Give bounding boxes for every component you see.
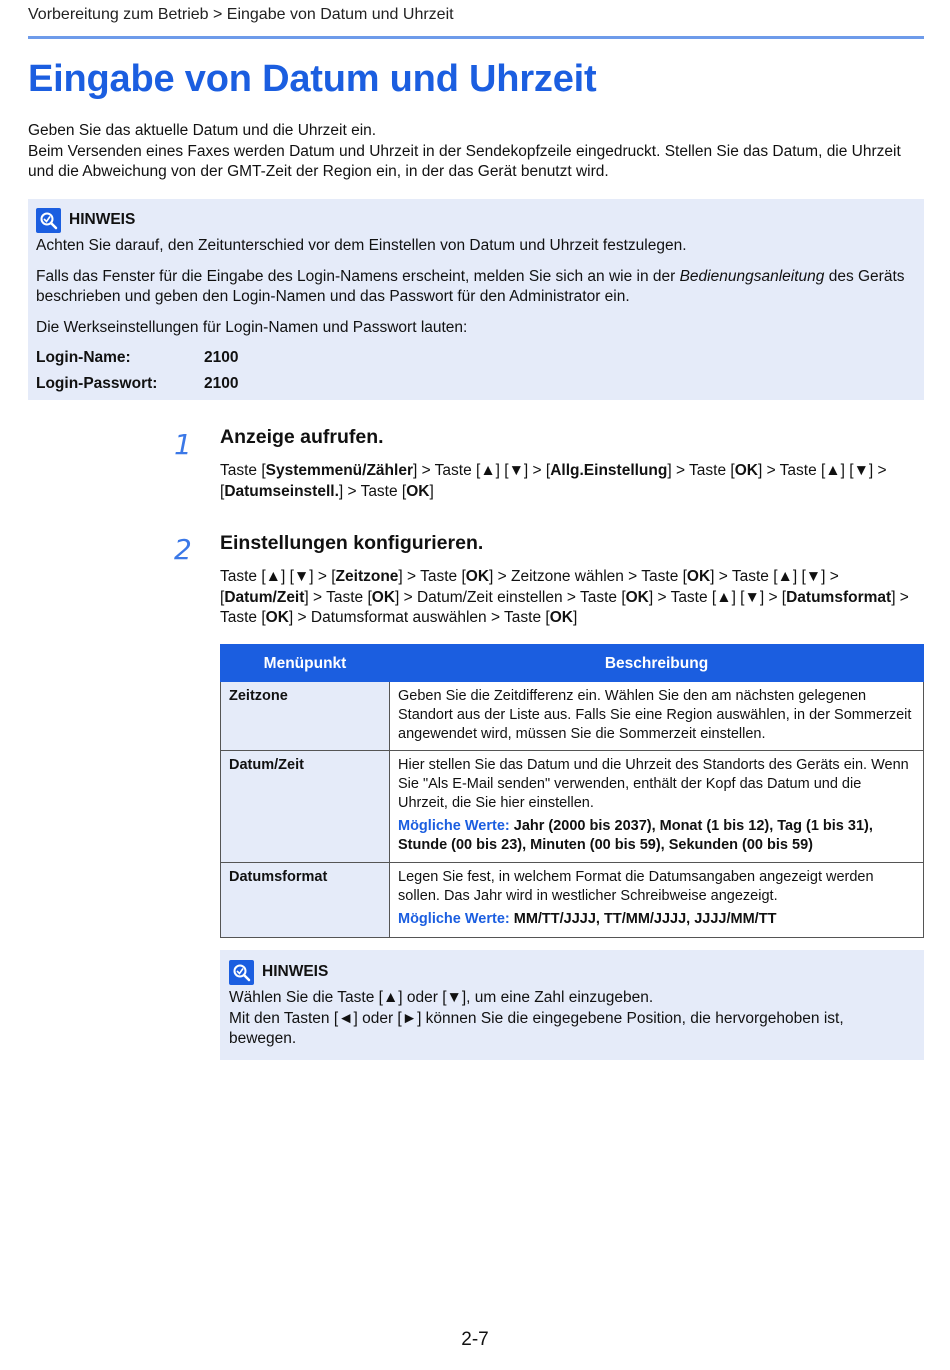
note-paragraph-2: Mit den Tasten [◄] oder [►] können Sie die eingegebene Position, die hervorgehoben ist, bewegen.	[229, 1009, 844, 1047]
page-title: Eingabe von Datum und Uhrzeit	[28, 58, 597, 100]
column-header-menu-item: Menüpunkt	[221, 645, 390, 682]
row-item-datumsformat: Datumsformat	[221, 863, 390, 938]
note-paragraph-1: Wählen Sie die Taste [▲] oder [▼], um eine Zahl einzugeben.	[229, 989, 654, 1006]
description-text: Geben Sie die Zeitdifferenz ein. Wählen Sie den am nächsten gelegenen Standort aus der Liste aus. Falls Sie eine Region auswählen, in der Sommerzeit angewendet wird, müssen Sie die Sommerzeit einstellen.	[398, 688, 912, 742]
possible-values-text: Jahr (2000 bis 2037), Monat (1 bis 12), Tag (1 bis 31), Stunde (00 bis 23), Minuten (00 bis 59), Sekunden (00 bis 59)	[398, 818, 873, 853]
possible-values-text: MM/TT/JJJJ, TT/MM/JJJJ, JJJJ/MM/TT	[513, 911, 777, 927]
note-paragraph-1: Achten Sie darauf, den Zeitunterschied vor dem Einstellen von Datum und Uhrzeit festzulegen.	[36, 237, 687, 254]
intro-line-2: Beim Versenden eines Faxes werden Datum und Uhrzeit in der Sendekopfzeile eingedruckt. Stellen Sie das Datum, die Uhrzeit und die Abweichung von der GMT-Zeit der Region ein, in der das Gerät benutzt wird.	[28, 142, 901, 180]
magnifier-note-icon	[36, 208, 61, 233]
step-title-1: Anzeige aufrufen.	[220, 426, 384, 448]
settings-table	[220, 644, 924, 938]
note-heading-text: HINWEIS	[69, 211, 136, 229]
note-box-login	[28, 199, 924, 400]
login-password-row	[36, 374, 916, 395]
login-name-label: Login-Name:	[36, 349, 131, 366]
description-text: Legen Sie fest, in welchem Format die Datumsangaben angezeigt werden sollen. Das Jahr wird in westlicher Schreibweise angezeigt.	[398, 869, 874, 904]
magnifier-note-icon	[229, 960, 254, 985]
table-row	[221, 751, 924, 863]
description-text: Hier stellen Sie das Datum und die Uhrzeit des Standorts des Geräts ein. Wenn Sie "Als E-Mail senden" verwenden, enthält der Kopf das Datum und die Uhrzeit, die Sie hier einstellen.	[398, 757, 909, 811]
step-number-1: 1	[174, 428, 192, 461]
note-paragraph-2: Falls das Fenster für die Eingabe des Login-Namens erscheint, melden Sie sich an wie in der Bedienungsanleitung des Geräts beschrieben und geben den Login-Namen und das Passwort für den Administrator ein.	[36, 267, 905, 305]
table-row	[221, 682, 924, 751]
note-heading-text: HINWEIS	[262, 963, 329, 981]
note-paragraph-3: Die Werkseinstellungen für Login-Namen und Passwort lauten:	[36, 318, 468, 336]
login-name-value: 2100	[204, 349, 239, 366]
table-row	[221, 863, 924, 938]
breadcrumb: Vorbereitung zum Betrieb > Eingabe von Datum und Uhrzeit	[28, 6, 454, 23]
row-description	[390, 751, 924, 863]
row-description	[390, 863, 924, 938]
column-header-description: Beschreibung	[390, 645, 924, 682]
page-number: 2-7	[461, 1329, 489, 1350]
intro-line-1: Geben Sie das aktuelle Datum und die Uhrzeit ein.	[28, 122, 377, 139]
login-password-label: Login-Passwort:	[36, 374, 158, 392]
step-number-2: 2	[174, 533, 192, 566]
note-heading	[36, 208, 916, 233]
possible-values	[398, 910, 915, 929]
manual-reference: Bedienungsanleitung	[679, 267, 825, 285]
row-item-zeitzone: Zeitzone	[221, 682, 390, 751]
intro-text	[28, 121, 924, 183]
table-header-row	[221, 645, 924, 682]
row-description	[390, 682, 924, 751]
step-title-2: Einstellungen konfigurieren.	[220, 532, 484, 554]
note-box-input	[220, 950, 924, 1060]
header-rule	[28, 36, 924, 39]
step-instructions-2: Taste [▲] [▼] > [Zeitzone] > Taste [OK] > Zeitzone wählen > Taste [OK] > Taste [▲] [▼] > [Datum/Zeit] > Taste [OK] > Datum/Zeit einstellen > Taste [OK] > Taste [▲] [▼] > [Datumsformat] > Taste [OK] > Datumsformat auswählen > Taste [OK]	[220, 568, 909, 626]
login-name-row	[36, 348, 916, 369]
step-instructions-1: Taste [Systemmenü/Zähler] > Taste [▲] [▼] > [Allg.Einstellung] > Taste [OK] > Taste [▲] [▼] > [Datumseinstell.] > Taste [OK]	[220, 462, 887, 500]
note-heading	[229, 960, 915, 985]
possible-values-label: Mögliche Werte:	[398, 818, 510, 834]
possible-values-label: Mögliche Werte:	[398, 911, 510, 927]
possible-values	[398, 817, 915, 855]
row-item-datum-zeit: Datum/Zeit	[221, 751, 390, 863]
login-password-value: 2100	[204, 374, 239, 392]
